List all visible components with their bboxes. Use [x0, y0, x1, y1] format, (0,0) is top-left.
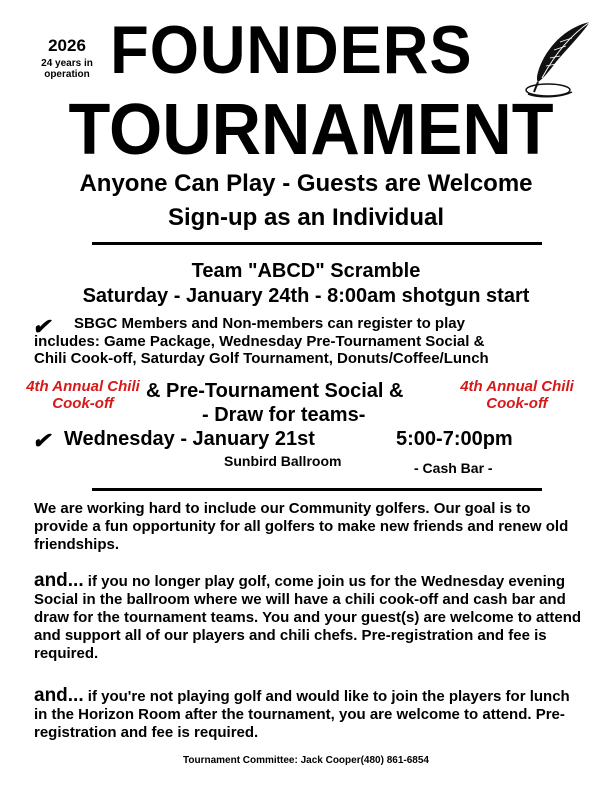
check-mark-icon: ✔	[32, 428, 51, 453]
body-paragraph-2-text: if you no longer play golf, come join us for the Wednesday evening Social in the ballroom where we will have a chili cook-off and cash bar and draw for the tournament teams. You and your guest(s) are welcome to attend and support all of our players and chili chefs. Pre-registration and fee is required.	[34, 573, 582, 662]
chili-cookoff-left: 4th Annual Chili Cook-off	[26, 378, 140, 412]
chili-cookoff-right: 4th Annual Chili Cook-off	[460, 378, 574, 412]
body-paragraph-3-text: if you're not playing golf and would like to join the players for lunch in the Horizon Room after the tournament, you are welcome to attend. Pre-registration and fee is required.	[34, 688, 570, 741]
and-label: and...	[34, 685, 84, 706]
register-line-1: SBGC Members and Non-members can register to play	[74, 315, 465, 332]
social-date: Wednesday - January 21st	[64, 428, 315, 450]
event-format: Team "ABCD" Scramble	[191, 260, 421, 282]
social-location: Sunbird Ballroom	[224, 453, 342, 469]
quill-pen-icon	[520, 20, 592, 100]
register-line-3: Chili Cook-off, Saturday Golf Tournament, Donuts/Coffee/Lunch	[34, 350, 489, 367]
committee-contact: Tournament Committee: Jack Cooper(480) 861-6854	[182, 755, 429, 766]
social-time: 5:00-7:00pm	[396, 428, 513, 450]
body-paragraph-3	[34, 687, 582, 742]
title-line-1: FOUNDERS	[110, 12, 473, 88]
check-mark-icon: ✔	[32, 314, 51, 339]
body-paragraph-2	[34, 572, 582, 663]
year-label: 2026	[48, 36, 86, 55]
subtitle-line-2: Sign-up as an Individual	[167, 204, 445, 231]
divider-top	[92, 242, 542, 245]
years-in-operation: 24 years in operation	[41, 58, 93, 80]
subtitle-line-1: Anyone Can Play - Guests are Welcome	[79, 170, 533, 197]
and-label: and...	[34, 570, 84, 591]
body-paragraph-1: We are working hard to include our Community golfers. Our goal is to provide a fun opportunity for all golfers to make new friends and renew old friendships.	[34, 500, 569, 553]
register-line-2: includes: Game Package, Wednesday Pre-Tournament Social &	[34, 333, 485, 350]
event-date-line: Saturday - January 24th - 8:00am shotgun start	[82, 285, 530, 307]
social-title: & Pre-Tournament Social &	[146, 380, 404, 402]
cash-bar-label: - Cash Bar -	[414, 460, 493, 476]
divider-middle	[92, 488, 542, 491]
social-draw: - Draw for teams-	[202, 404, 366, 426]
title-line-2: TOURNAMENT	[68, 90, 554, 170]
